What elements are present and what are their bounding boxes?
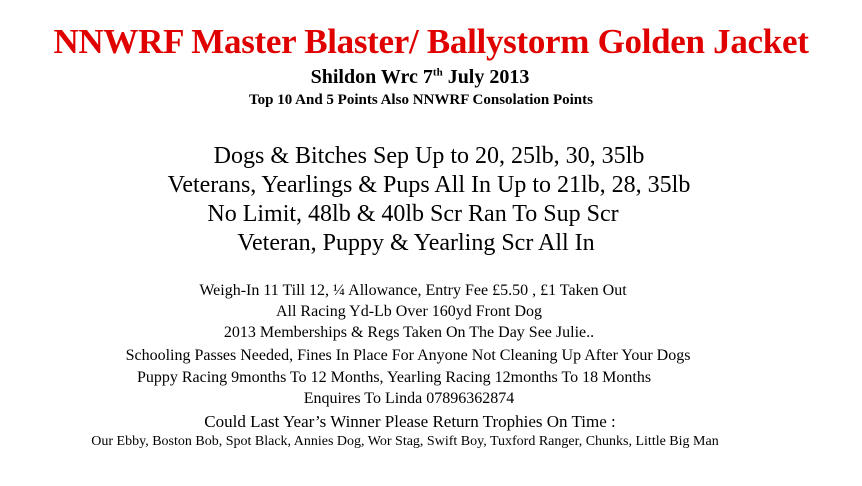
venue-date-ordinal: th [432,66,443,79]
class-line-scratch: Veteran, Puppy & Yearling Scr All In [237,230,595,256]
points-note: Top 10 And 5 Points Also NNWRF Consolation Points [249,92,593,108]
info-enquiries: Enquires To Linda 07896362874 [303,390,515,407]
info-memberships: 2013 Memberships & Regs Taken On The Day See Julie.. [223,324,595,341]
info-weigh-in: Weigh-In 11 Till 12, ¼ Allowance, Entry Fee £5.50 , £1 Taken Out [199,282,627,299]
info-trophy-holders: Our Ebby, Boston Bob, Spot Black, Annies Dog, Wor Stag, Swift Boy, Tuxford Ranger, Chunks, Little Big Man [91,434,719,449]
venue-date-text: Shildon Wrc 7 [310,66,433,88]
class-line-no-limit: No Limit, 48lb & 40lb Scr Ran To Sup Scr [207,201,619,227]
info-schooling-passes: Schooling Passes Needed, Fines In Place For Anyone Not Cleaning Up After Your Dogs [125,347,691,364]
info-age-rules: Puppy Racing 9months To 12 Months, Yearling Racing 12months To 18 Months [136,369,652,386]
info-trophies-request: Could Last Year’s Winner Please Return Trophies On Time : [204,412,616,431]
venue-date-month: July 2013 [442,66,530,88]
class-line-dogs-bitches: Dogs & Bitches Sep Up to 20, 25lb, 30, 35lb [213,143,645,169]
page-title: NNWRF Master Blaster/ Ballystorm Golden Jacket [53,22,809,61]
class-line-veterans-yearlings-pups: Veterans, Yearlings & Pups All In Up to 21lb, 28, 35lb [167,172,691,198]
venue-date [0,66,840,89]
info-racing-distance: All Racing Yd-Lb Over 160yd Front Dog [275,303,543,320]
